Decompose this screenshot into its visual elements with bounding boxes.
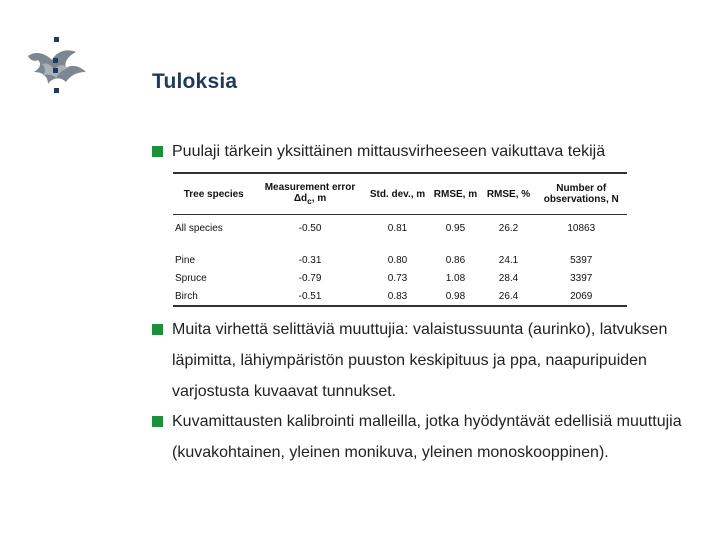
cell-species: Birch (175, 290, 198, 302)
cell-rmse: 0.95 (445, 222, 466, 234)
header-error-line1: Measurement error (264, 182, 356, 193)
slide-title: Tuloksia (152, 70, 238, 93)
flame-torch-logo-icon (22, 34, 88, 96)
cell-rmse: 0.98 (445, 290, 466, 302)
bullet-square-icon (152, 416, 163, 427)
header-observations (535, 173, 627, 215)
results-table (173, 172, 627, 307)
cell-species: Spruce (175, 272, 207, 284)
cell-error: -0.79 (298, 272, 322, 284)
table-header-row (173, 173, 627, 215)
cell-sd: 0.83 (387, 290, 408, 302)
bullet-square-icon (152, 324, 163, 335)
header-n-line2: observations, N (543, 194, 619, 205)
bullet-text: Muita virhettä selittäviä muuttujia: valaistussuunta (aurinko), latvuksen läpimitta, lähiympäristön puuston keskipituus ja ppa, naapuripuiden varjostusta kuvaavat tunnukset. (172, 321, 668, 400)
header-error-symbol: Δd (293, 193, 308, 204)
cell-rmse-percent: 28.4 (498, 272, 519, 284)
header-species: Tree species (183, 188, 244, 200)
cell-sd: 0.80 (387, 254, 408, 266)
header-error-subscript: c (307, 196, 312, 206)
table-row (173, 215, 627, 242)
bullet-square-icon (152, 146, 163, 157)
table-row (173, 287, 627, 306)
cell-rmse: 1.08 (445, 272, 466, 284)
cell-error: -0.31 (298, 254, 322, 266)
header-rmse: RMSE, m (433, 188, 478, 200)
cell-sd: 0.73 (387, 272, 408, 284)
table-row (173, 251, 627, 269)
cell-species: Pine (175, 254, 196, 266)
header-n-line1: Number of (556, 183, 607, 194)
table-row (173, 269, 627, 287)
bullet-text: Kuvamittausten kalibrointi malleilla, jotka hyödyntävät edellisiä muuttujia (kuvakohtainen, yleinen monikuva, yleinen monoskooppinen). (172, 413, 682, 461)
cell-rmse-percent: 26.2 (498, 222, 519, 234)
cell-n: 10863 (567, 222, 596, 234)
cell-n: 5397 (570, 254, 593, 266)
cell-error: -0.50 (298, 222, 322, 234)
header-std-dev: Std. dev., m (369, 188, 426, 200)
cell-rmse: 0.86 (445, 254, 466, 266)
cell-rmse-percent: 24.1 (498, 254, 519, 266)
table-spacer (173, 241, 627, 251)
header-measurement-error (254, 173, 365, 215)
bullet-text: Puulaji tärkein yksittäinen mittausvirheeseen vaikuttava tekijä (172, 143, 606, 160)
cell-sd: 0.81 (387, 222, 408, 234)
cell-error: -0.51 (298, 290, 322, 302)
cell-rmse-percent: 26.4 (498, 290, 519, 302)
cell-n: 2069 (570, 290, 593, 302)
cell-species: All species (175, 222, 223, 234)
cell-n: 3397 (570, 272, 593, 284)
header-rmse-percent: RMSE, % (486, 188, 531, 200)
header-error-unit: , m (311, 193, 327, 204)
